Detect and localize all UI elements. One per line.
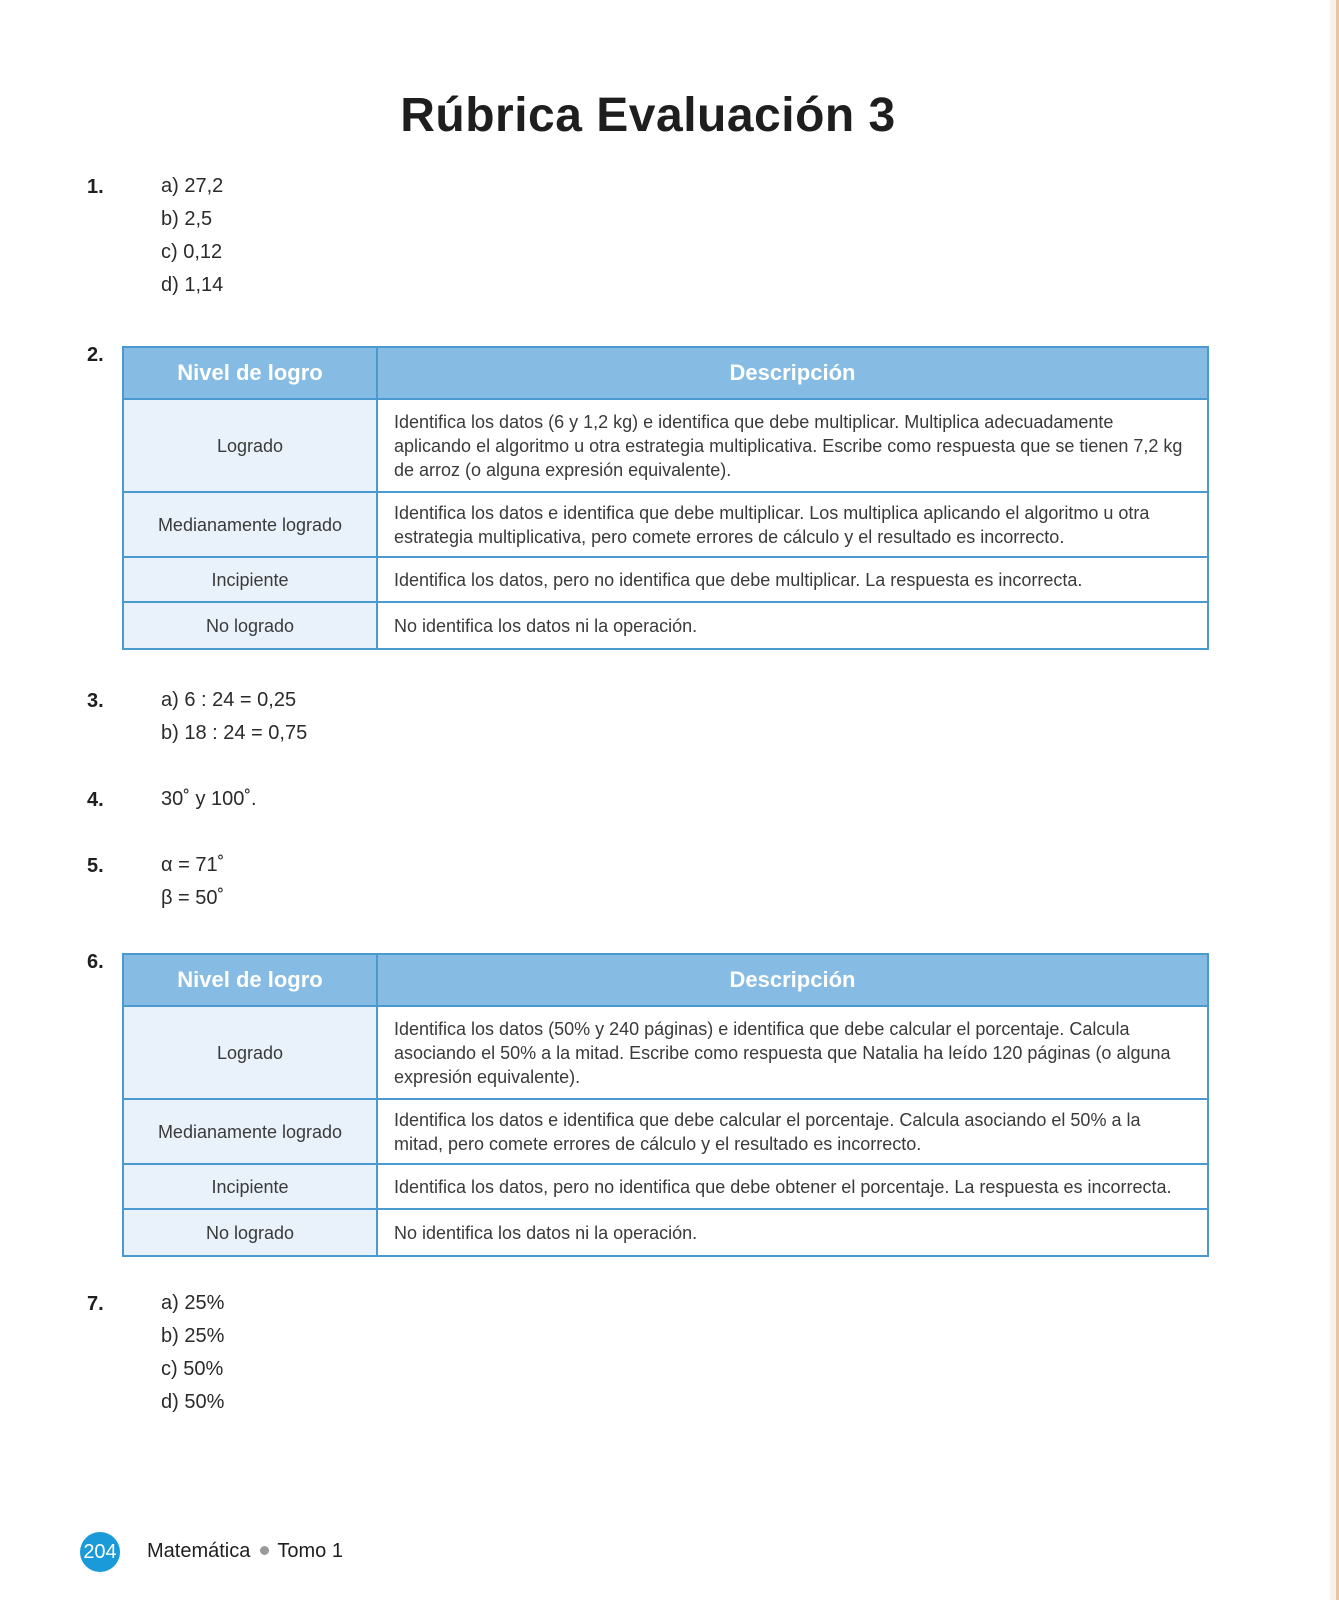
answer-item: α = 71˚ [161, 854, 225, 876]
description-cell: Identifica los datos, pero no identifica que debe obtener el porcentaje. La respuesta es incorrecta. [377, 1164, 1208, 1209]
table-row [123, 399, 1208, 492]
question-6-number: 6. [87, 951, 104, 973]
description-cell: Identifica los datos (6 y 1,2 kg) e identifica que debe multiplicar. Multiplica adecuadamente aplicando el algoritmo u otra estrategia multiplicativa. Escribe como respuesta que se tienen 7,2 kg de arroz (o alguna expresión equivalente). [377, 399, 1208, 492]
column-header-level: Nivel de logro [123, 954, 377, 1006]
table-row [123, 492, 1208, 557]
answer-item: a) 25% [161, 1292, 225, 1314]
description-cell: No identifica los datos ni la operación. [377, 602, 1208, 649]
footer-book-title: Matemática [147, 1540, 251, 1562]
question-1-answers [161, 170, 223, 302]
table-row [123, 557, 1208, 602]
column-header-description: Descripción [377, 347, 1208, 399]
question-7-answers [161, 1287, 224, 1419]
separator-dot-icon [260, 1546, 269, 1555]
description-cell: Identifica los datos e identifica que debe calcular el porcentaje. Calcula asociando el 50% a la mitad, pero comete errores de cálculo y el resultado es incorrecto. [377, 1099, 1208, 1164]
level-cell: No logrado [123, 602, 377, 649]
level-cell: Incipiente [123, 1164, 377, 1209]
table-row [123, 602, 1208, 649]
answer-item: b) 18 : 24 = 0,75 [161, 722, 308, 744]
answer-item: d) 1,14 [161, 274, 224, 296]
question-5-answers [161, 849, 224, 915]
question-1-number: 1. [87, 176, 104, 198]
description-cell: No identifica los datos ni la operación. [377, 1209, 1208, 1256]
question-5-number: 5. [87, 855, 104, 877]
answer-item: a) 27,2 [161, 175, 224, 197]
description-cell: Identifica los datos e identifica que debe multiplicar. Los multiplica aplicando el algoritmo u otra estrategia multiplicativa, pero comete errores de cálculo y el resultado es incorrecto. [377, 492, 1208, 557]
question-3-number: 3. [87, 690, 104, 712]
table-row [123, 1164, 1208, 1209]
answer-item: b) 2,5 [161, 208, 213, 230]
table-row [123, 1099, 1208, 1164]
question-3-answers [161, 684, 307, 750]
rubric-table-6 [122, 953, 1209, 1257]
level-cell: Medianamente logrado [123, 492, 377, 557]
footer-book-info [147, 1540, 343, 1563]
level-cell: Medianamente logrado [123, 1099, 377, 1164]
description-cell: Identifica los datos (50% y 240 páginas) e identifica que debe calcular el porcentaje. Calcula asociando el 50% a la mitad. Escribe como respuesta que Natalia ha leído 120 páginas (o alguna expresión equivalente). [377, 1006, 1208, 1099]
answer-item: a) 6 : 24 = 0,25 [161, 689, 297, 711]
answer-item: c) 50% [161, 1358, 224, 1380]
page-title: Rúbrica Evaluación 3 [400, 89, 896, 142]
question-4-number: 4. [87, 789, 104, 811]
column-header-level: Nivel de logro [123, 347, 377, 399]
level-cell: Logrado [123, 399, 377, 492]
answer-item: c) 0,12 [161, 241, 223, 263]
footer-volume: Tomo 1 [277, 1540, 343, 1562]
description-cell: Identifica los datos, pero no identifica que debe multiplicar. La respuesta es incorrecta. [377, 557, 1208, 602]
answer-item: β = 50˚ [161, 887, 225, 909]
answer-item: 30˚ y 100˚. [161, 788, 257, 810]
level-cell: Logrado [123, 1006, 377, 1099]
column-header-description: Descripción [377, 954, 1208, 1006]
question-7-number: 7. [87, 1293, 104, 1315]
answer-item: d) 50% [161, 1391, 225, 1413]
table-row [123, 1209, 1208, 1256]
level-cell: No logrado [123, 1209, 377, 1256]
answer-item: b) 25% [161, 1325, 225, 1347]
rubric-table-2 [122, 346, 1209, 650]
table-row [123, 1006, 1208, 1099]
question-2-number: 2. [87, 344, 104, 366]
level-cell: Incipiente [123, 557, 377, 602]
question-4-answer [161, 783, 257, 816]
page-number-badge: 204 [80, 1532, 120, 1572]
